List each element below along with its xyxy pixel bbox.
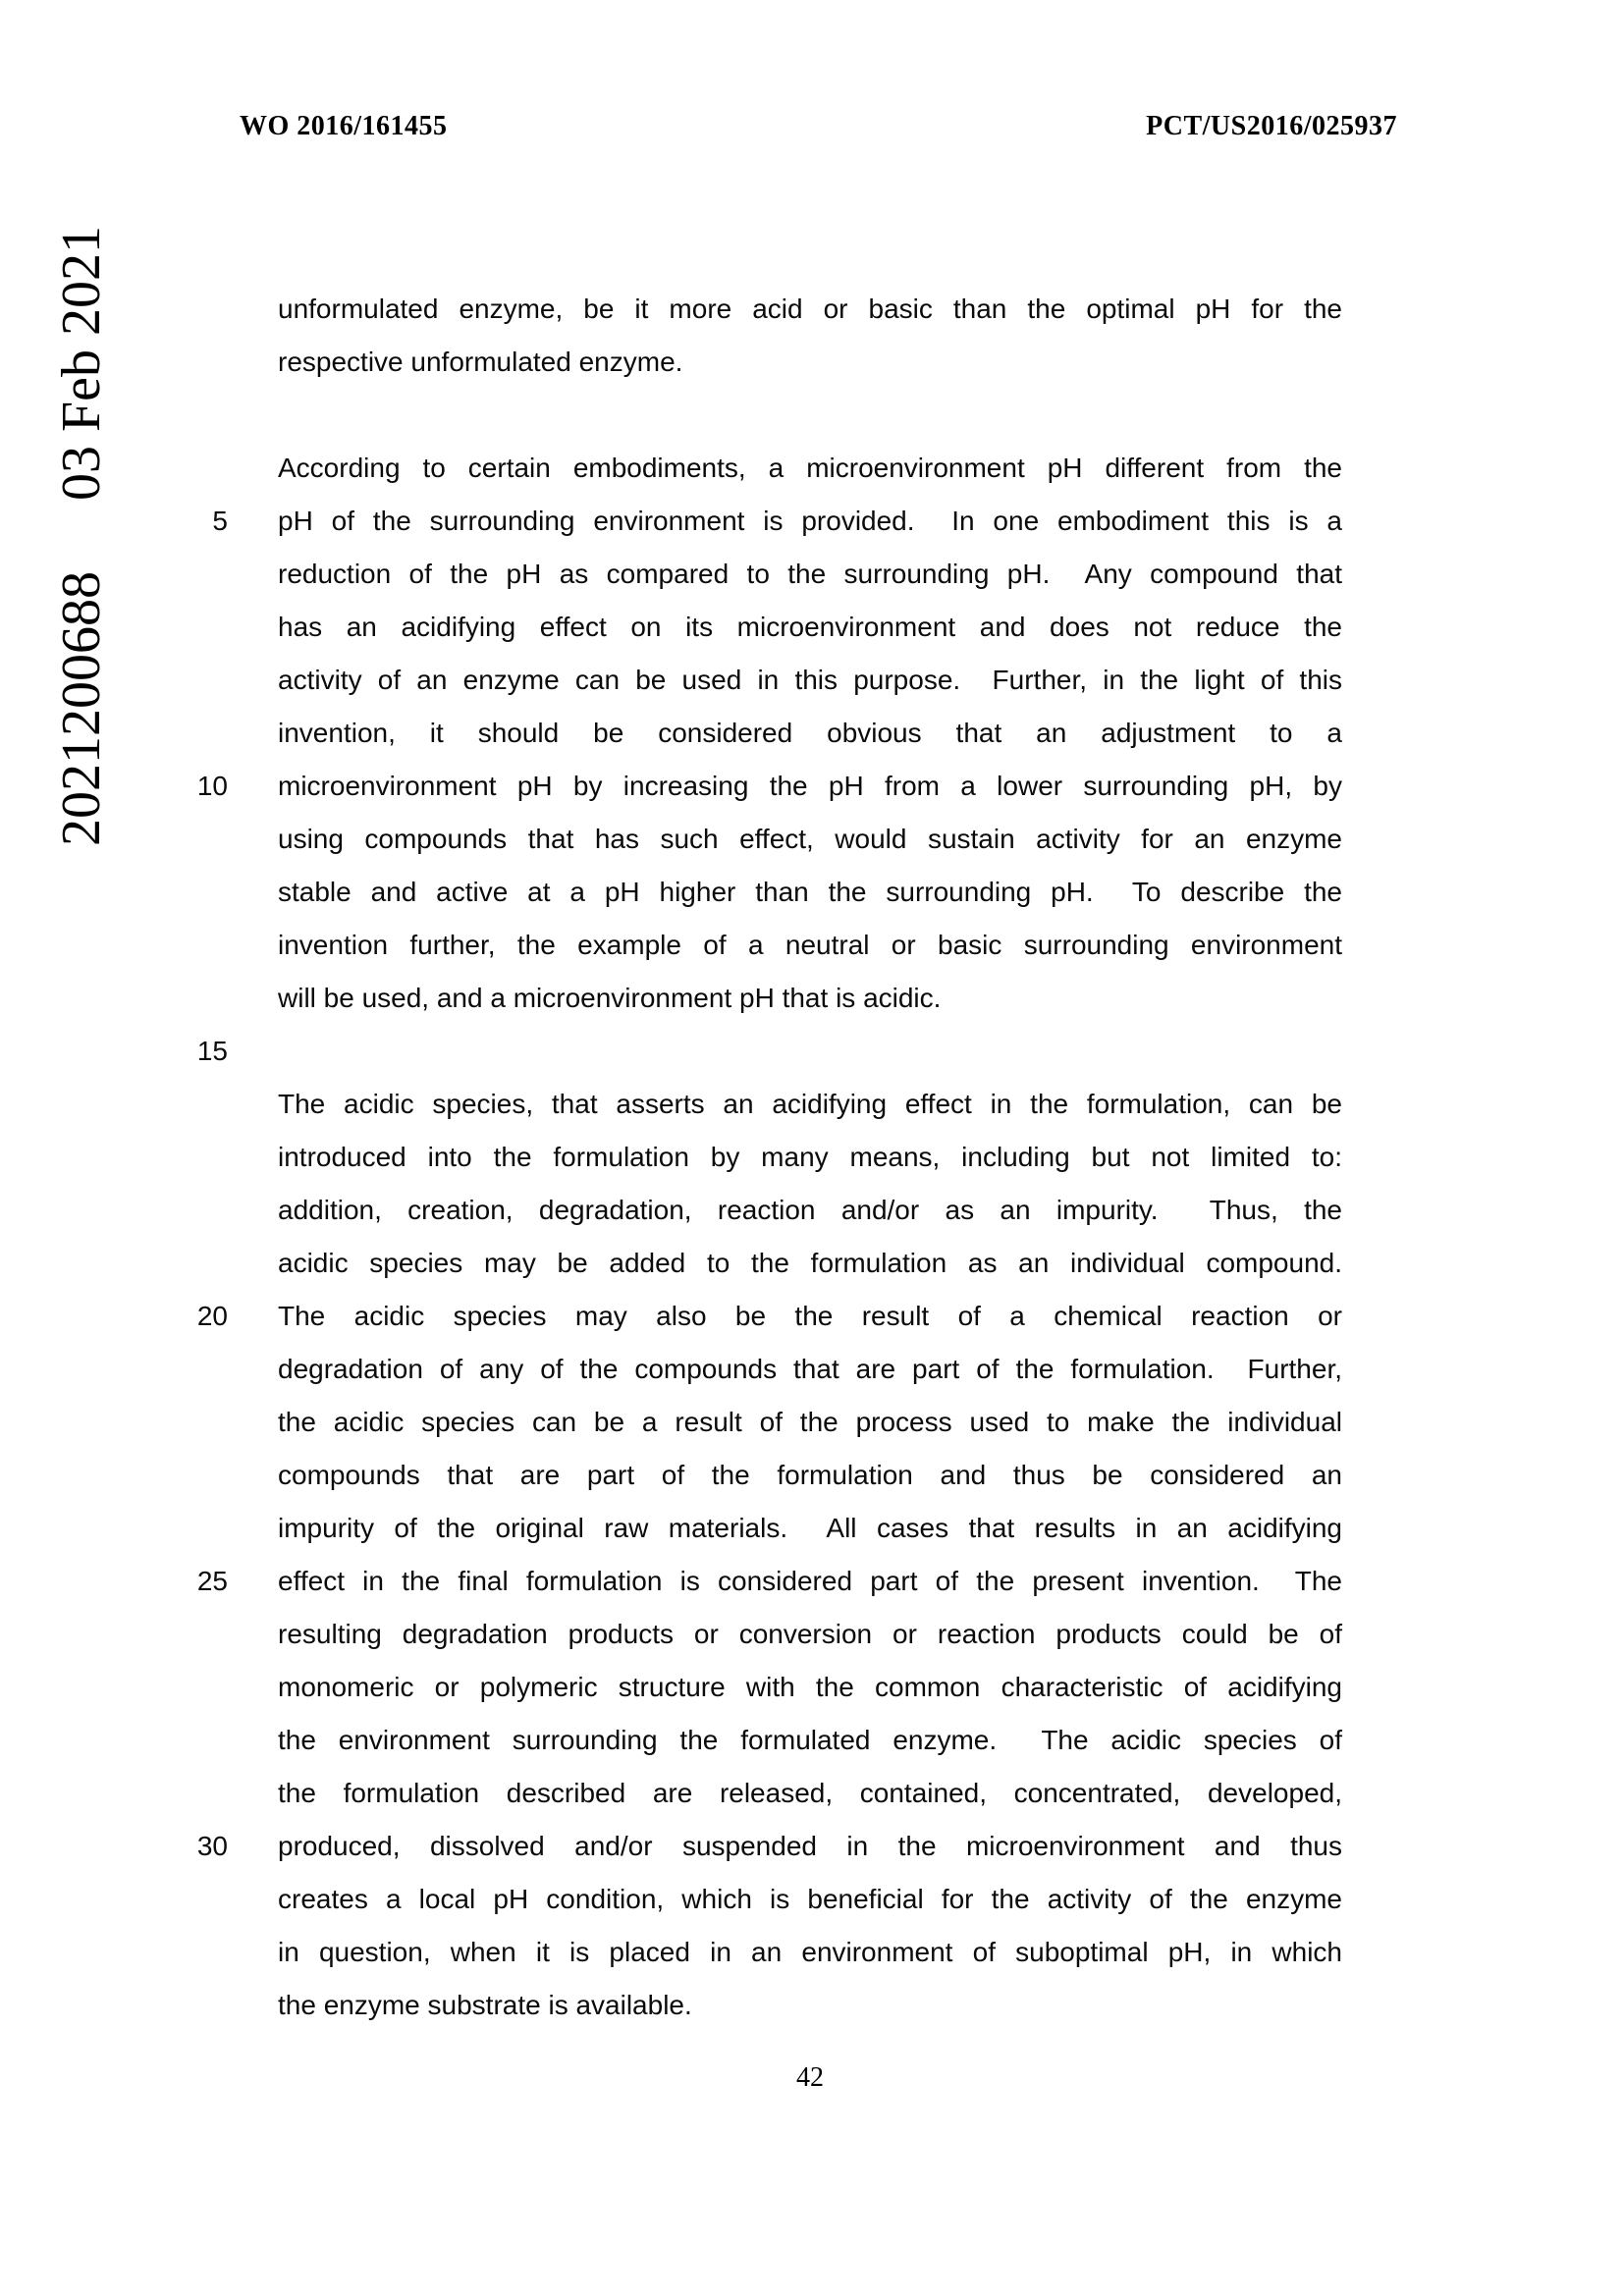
line-text: the formulation described are released, contained, concentrated, developed,	[278, 1778, 1342, 1808]
filing-stamp-application-number: 2021200688	[51, 571, 112, 846]
text-line	[278, 283, 1342, 336]
text-line	[278, 1714, 1342, 1767]
text-line	[278, 1502, 1342, 1555]
text-line	[278, 1078, 1342, 1131]
line-text: the acidic species can be a result of the process used to make the individual	[278, 1407, 1342, 1437]
line-text: using compounds that has such effect, would sustain activity for an enzyme	[278, 824, 1342, 854]
line-number: 25	[196, 1566, 228, 1596]
text-line	[278, 1873, 1342, 1926]
text-line	[278, 1979, 1342, 2032]
text-line	[278, 1608, 1342, 1661]
application-reference-number: PCT/US2016/025937	[1146, 111, 1397, 141]
line-text: invention, it should be considered obvious that an adjustment to a	[278, 718, 1342, 748]
text-line	[278, 1237, 1342, 1290]
line-text: stable and active at a pH higher than the surrounding pH. To describe the	[278, 877, 1342, 907]
text-line	[212, 495, 1342, 548]
text-line	[196, 760, 1342, 813]
text-line	[278, 866, 1342, 919]
text-line	[278, 601, 1342, 654]
line-text: the enzyme substrate is available.	[278, 1990, 692, 2020]
text-line	[278, 654, 1342, 707]
line-text: acidic species may be added to the formulation as an individual compound.	[278, 1248, 1342, 1278]
line-text: unformulated enzyme, be it more acid or basic than the optimal pH for the	[278, 294, 1342, 324]
text-line	[278, 1661, 1342, 1714]
line-text: resulting degradation products or conversion or reaction products could be of	[278, 1619, 1342, 1649]
line-text: respective unformulated enzyme.	[278, 347, 683, 377]
text-line	[278, 548, 1342, 601]
line-text: activity of an enzyme can be used in this purpose. Further, in the light of this	[278, 665, 1342, 695]
text-line	[278, 707, 1342, 760]
text-line	[278, 972, 1342, 1025]
line-text: pH of the surrounding environment is provided. In one embodiment this is a	[278, 506, 1342, 536]
line-text: effect in the final formulation is considered part of the present invention. The	[278, 1566, 1342, 1596]
text-line	[278, 389, 1342, 442]
page-number: 42	[796, 2062, 824, 2093]
line-text: monomeric or polymeric structure with the common characteristic of acidifying	[278, 1672, 1342, 1702]
text-line	[278, 1343, 1342, 1396]
line-text: invention further, the example of a neutral or basic surrounding environment	[278, 930, 1342, 960]
line-number: 30	[196, 1831, 228, 1861]
line-text: produced, dissolved and/or suspended in the microenvironment and thus	[278, 1831, 1342, 1861]
text-line	[278, 442, 1342, 495]
line-text: The acidic species, that asserts an acidifying effect in the formulation, can be	[278, 1089, 1342, 1119]
line-text: reduction of the pH as compared to the surrounding pH. Any compound that	[278, 559, 1342, 589]
line-text: the environment surrounding the formulated enzyme. The acidic species of	[278, 1725, 1342, 1755]
text-line	[278, 1449, 1342, 1502]
text-line	[196, 1555, 1342, 1608]
line-number: 5	[212, 506, 228, 536]
text-line	[278, 813, 1342, 866]
text-line	[196, 1820, 1342, 1873]
line-text: creates a local pH condition, which is beneficial for the activity of the enzyme	[278, 1884, 1342, 1914]
line-number: 15	[196, 1036, 228, 1066]
line-text: in question, when it is placed in an environment of suboptimal pH, in which	[278, 1937, 1342, 1967]
line-number: 10	[196, 771, 228, 801]
line-text: microenvironment pH by increasing the pH from a lower surrounding pH, by	[278, 771, 1342, 801]
text-block	[196, 283, 1342, 2032]
text-line	[278, 1767, 1342, 1820]
line-text: addition, creation, degradation, reaction and/or as an impurity. Thus, the	[278, 1195, 1342, 1225]
line-text: The acidic species may also be the result of a chemical reaction or	[278, 1301, 1342, 1331]
line-text: will be used, and a microenvironment pH that is acidic.	[278, 983, 942, 1013]
line-text: According to certain embodiments, a microenvironment pH different from the	[278, 453, 1342, 483]
line-number: 20	[196, 1301, 228, 1331]
text-line	[278, 1184, 1342, 1237]
filing-stamp-rotated	[51, 226, 112, 846]
line-text: impurity of the original raw materials. All cases that results in an acidifying	[278, 1513, 1342, 1543]
filing-stamp-date: 03 Feb 2021	[51, 226, 112, 501]
text-line	[196, 1290, 1342, 1343]
text-line	[196, 1025, 1342, 1078]
line-text: degradation of any of the compounds that are part of the formulation. Further,	[278, 1354, 1342, 1384]
text-line	[278, 919, 1342, 972]
publication-number: WO 2016/161455	[240, 111, 448, 141]
text-line	[278, 1396, 1342, 1449]
line-text: compounds that are part of the formulation and thus be considered an	[278, 1460, 1342, 1490]
text-line	[278, 1926, 1342, 1979]
line-text: introduced into the formulation by many means, including but not limited to:	[278, 1142, 1342, 1172]
text-line	[278, 1131, 1342, 1184]
line-text: has an acidifying effect on its microenvironment and does not reduce the	[278, 612, 1342, 642]
text-line	[278, 336, 1342, 389]
